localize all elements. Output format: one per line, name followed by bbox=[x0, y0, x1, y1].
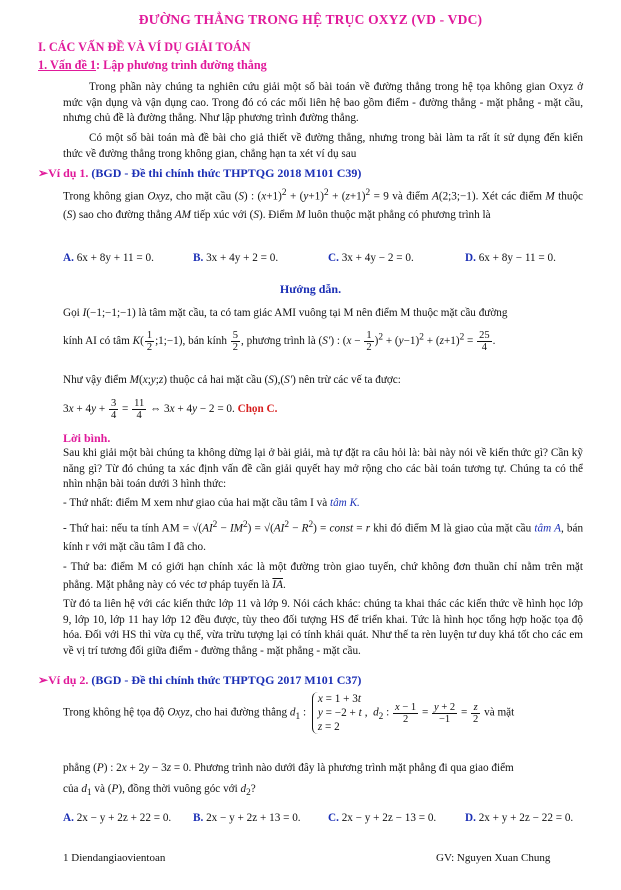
option-a: A. 2x − y + 2z + 22 = 0. bbox=[63, 812, 172, 824]
intro-paragraph-2: Có một số bài toán mà đề bài cho giả thiết về đường thẳng, nhưng trong bài làm ta rất ít sử dụng đến kiến thức về đường thẳng trong không gian, chẳng hạn ta xét ví dụ sau bbox=[63, 132, 583, 160]
solution-line-4: 3x + 4y + $\frac{3}{4}$ = $\frac{11}{4}$ ⇔ 3x + 4y − 2 = 0. Chọn C. bbox=[63, 398, 278, 421]
arrow-bullet-icon: ➢ bbox=[38, 673, 49, 687]
comment-paragraph-1: Sau khi giải một bài chúng ta không dừng lại ở bài giải, mà tự đặt ra câu hỏi là: bài này nói về kiến thức gì? Cần kỹ năng gì? Từ đó chúng ta xác định vấn đề cần giải quyết hay mở rộng cho các bài toán tương tự. Chúng ta có thể nhìn nhận bài toán dưới 3 hình thức: bbox=[63, 447, 583, 490]
example-2-problem-line-1: Trong không hệ tọa độ Oxyz, cho hai đường thẳng $d_1$ : x = 1 + 3t y = −2 + t z = 2, $d_2$ : $\frac{x - 1}{2}$ = $\frac{y + 2}{-1}$ = $\frac{z}{2}$ và mặt bbox=[63, 693, 515, 733]
option-d: D. 6x + 8y − 11 = 0. bbox=[465, 252, 556, 264]
option-d: D. 2x + y + 2z − 22 = 0. bbox=[465, 812, 574, 824]
subsection-prefix: 1. Vấn đề 1 bbox=[38, 58, 97, 72]
example-1-heading bbox=[38, 166, 361, 181]
footer-right: GV: Nguyen Xuan Chung bbox=[436, 852, 551, 864]
example-2-options bbox=[63, 812, 593, 828]
subsection-title: : Lập phương trình đường thẳng bbox=[96, 58, 267, 72]
example-1-problem: Trong không gian Oxyz, cho mặt cầu (S) : $(x+1)^2 + (y+1)^2 + (z+1)^2 = 9$ và điểm A(2;3;−1). Xét các điểm M thuộc (S) sao cho đường thẳng AM tiếp xúc với (S). Điểm M luôn thuộc mặt phẳng có phương trình là bbox=[63, 188, 584, 221]
option-a: A. 6x + 8y + 11 = 0. bbox=[63, 252, 154, 264]
page-title: ĐƯỜNG THẲNG TRONG HỆ TRỤC OXYZ (VD - VDC) bbox=[138, 12, 483, 27]
section-heading: I. CÁC VẤN ĐỀ VÀ VÍ DỤ GIẢI TOÁN bbox=[38, 40, 251, 54]
comment-point-3: - Thứ ba: điểm M có giới hạn chính xác là một đường tròn giao tuyến, chứ không đơn thuần chỉ nằm trên mặt phẳng. Mặt phẳng này có véc tơ pháp tuyến là $\overline{IA}$. bbox=[63, 561, 583, 591]
comment-point-2: - Thứ hai: nếu ta tính AM = $√(AI^2 - IM^2) = √(AI^2 - R^2)$ = const = r khi đó điểm M là giao của mặt cầu tâm A, bán kính r với mặt cầu tâm I đã cho. bbox=[63, 520, 584, 553]
example-2-problem-line-3: của $d_1$ và (P), đồng thời vuông góc với $d_2$? bbox=[63, 783, 256, 799]
subsection-heading bbox=[38, 58, 267, 73]
example-2-problem-line-2: phẳng (P) : 2x + 2y − 3z = 0. Phương trình nào dưới đây là phương trình mặt phẳng đi qua giao điểm bbox=[63, 762, 514, 774]
comment-paragraph-2: Từ đó ta liên hệ với các kiến thức lớp 11 và lớp 9. Nói cách khác: chúng ta khai thác các kiến thức về hình học lớp 9, lớp 10, lớp 11 hay lớp 12 đều được, tùy theo đối tượng HS để triển khai. Tức là hình học tổng hợp hoặc tọa độ hóa. Đối với HS thì vừa cụ thể, vừa trừu tượng lại có tính khái quát. Như thế ta rèn luyện tư duy khá tốt cho các em về vị trí tương đối giữa điểm - đường thẳng - mặt phẳng - mặt cầu. bbox=[63, 598, 583, 657]
guide-heading: Hướng dẫn. bbox=[279, 282, 342, 296]
option-c: C. 2x − y + 2z − 13 = 0. bbox=[328, 812, 437, 824]
example-2-source: (BGD - Đề thi chính thức THPTQG 2017 M101 C37) bbox=[88, 673, 362, 687]
example-1-source: (BGD - Đề thi chính thức THPTQG 2018 M101 C39) bbox=[88, 166, 362, 180]
solution-line-2: kính AI có tâm K( $\frac{1}{2}$ ;1;−1), bán kính $\frac{5}{2}$ , phương trình là (S′) : (x − $\frac{1}{2}$ )$^2 + (y-1)^2 + (z+1)^2$ = $\frac{25}{4}$ . bbox=[63, 330, 496, 353]
comment-point-1: - Thứ nhất: điểm M xem như giao của hai mặt cầu tâm I và tâm K. bbox=[63, 497, 360, 509]
option-c: C. 3x + 4y − 2 = 0. bbox=[328, 252, 414, 264]
example-2-label: Ví dụ 2. bbox=[48, 673, 89, 687]
intro-paragraph-1: Trong phần này chúng ta nghiên cứu giải một số bài toán về đường thẳng trong hệ tọa không gian Oxyz ở mức vận dụng và vận dụng cao. Trong đó có các mối liên hệ bao gồm điểm - đường thẳng - mặt phẳng - mặt cầu, nhưng chủ đề là đường thẳng. Như lập phương trình đường thẳng. bbox=[63, 81, 583, 124]
arrow-bullet-icon: ➢ bbox=[38, 166, 49, 180]
footer-left: 1 Diendangiaovientoan bbox=[63, 852, 166, 864]
comment-heading: Lời bình. bbox=[63, 431, 111, 445]
example-1-options bbox=[63, 252, 593, 268]
option-b: B. 2x − y + 2z + 13 = 0. bbox=[193, 812, 301, 824]
option-b: B. 3x + 4y + 2 = 0. bbox=[193, 252, 279, 264]
answer-choice: Chọn C. bbox=[237, 403, 278, 416]
example-1-label: Ví dụ 1. bbox=[48, 166, 89, 180]
example-2-heading bbox=[38, 673, 361, 688]
solution-line-3: Như vậy điểm M(x;y;z) thuộc cả hai mặt cầu (S),(S′) nên trừ các vế ta được: bbox=[63, 374, 401, 386]
solution-line-1: Gọi I(−1;−1;−1) là tâm mặt cầu, ta có tam giác AMI vuông tại M nên điểm M thuộc mặt cầu đường bbox=[63, 307, 508, 319]
